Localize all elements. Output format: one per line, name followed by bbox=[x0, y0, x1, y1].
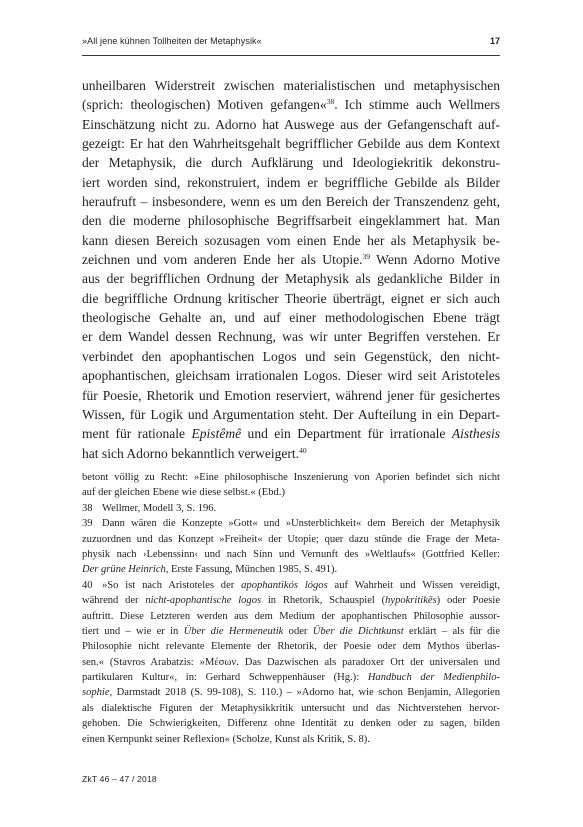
footnote-line: betont völlig zu Recht: »Eine philosophische Inszenierung von Aporien befindet sich nicht bbox=[82, 472, 500, 483]
body-line: die begriffliche Ordnung kritischer Theorie überträgt, eignet er sich auch bbox=[82, 290, 500, 306]
footnote-line: sen.« (Stavros Arabatzis: »Μέσων. Das Dazwischen als paradoxer Ort der universalen und bbox=[82, 656, 500, 668]
footnote-line: Der grüne Heinrich, Erste Fassung, München 1985, S. 491). bbox=[82, 564, 338, 576]
body-line: gezeigt: Er hat den Wahrheitsgehalt begrifflicher Gebilde aus dem Kontext bbox=[82, 136, 500, 152]
footnote-number: 39 bbox=[82, 518, 93, 530]
footnote-line: einen Kernpunkt seiner Reflexion« (Scholze, Kunst als Kritik, S. 8). bbox=[82, 733, 370, 745]
footnote-ref: 39 bbox=[362, 252, 371, 262]
footnote-line: zuzuordnen und das Konzept »Freiheit« der Utopie; quer dazu stünde die Frage der Meta- bbox=[82, 533, 500, 545]
page-number: 17 bbox=[489, 36, 500, 46]
header-rule bbox=[82, 55, 500, 56]
body-line: Wissen, für Logik und Argumentation steht. Der Aufteilung in ein Depart- bbox=[82, 406, 500, 422]
footnote-line: als dialektische Figuren der Metaphysikkritik untersucht und das Nichtverstehen hervor- bbox=[82, 702, 500, 714]
body-line: für Poesie, Rhetorik und Emotion reserviert, während jener für gesichertes bbox=[82, 387, 500, 403]
journal-footer: ZkT 46 – 47 / 2018 bbox=[82, 774, 157, 784]
body-line: zeichnen und vom anderen Ende her als Utopie.$^{39}$ Wenn Adorno Motive bbox=[82, 252, 500, 268]
body-line: unheilbaren Widerstreit zwischen materialistischen und metaphysischen bbox=[82, 78, 500, 93]
running-header bbox=[82, 36, 500, 52]
footnote-line: sophie, Darmstadt 2018 (S. 99-108), S. 110.) – »Adorno hat, wie schon Benjamin, Allegorien bbox=[82, 687, 500, 699]
body-line: hat sich Adorno bekanntlich verweigert.$^{40}$ bbox=[82, 445, 307, 461]
body-line: apophantischen, gleichsam irrationalen Logos. Dieser wird seit Aristoteles bbox=[82, 368, 500, 384]
footnote-line: gehoben. Die Schwierigkeiten, Differenz ohne Identität zu denken oder zu sagen, bilden bbox=[82, 718, 500, 730]
footnote-line: auf der gleichen Ebene wie diese selbst.« (Ebd.) bbox=[82, 487, 285, 499]
footnote-line: 40 »So ist nach Aristoteles der apophantikós lógos auf Wahrheit und Wissen vereidigt, bbox=[82, 578, 500, 593]
body-line: heraufruft – insbesondere, wenn es um den Bereich der Transzendenz geht, bbox=[82, 194, 500, 210]
footnote-number: 38 bbox=[82, 502, 93, 514]
footnote-ref: 38 bbox=[326, 97, 335, 107]
body-line: verbindet den apophantischen Logos und sein Gegenstück, den nicht- bbox=[82, 348, 500, 364]
body-line: den die moderne philosophische Begriffsarbeit eingeklammert hat. Man bbox=[82, 213, 500, 229]
body-line: der Metaphysik, die durch Aufklärung und Ideologiekritik dekonstru- bbox=[82, 155, 500, 171]
body-line: iert worden sind, rekonstruiert, indem er begriffliche Gebilde als Bilder bbox=[82, 174, 500, 190]
footnote-number: 40 bbox=[82, 579, 93, 591]
body-line: theologische Gehalte an, und auf einer methodologischen Ebene trägt bbox=[82, 310, 500, 326]
running-title: »All jene kühnen Tollheiten der Metaphysik« bbox=[82, 36, 262, 46]
footnote-line: tiert und – wie er in Über die Hermeneutik oder Über die Dichtkunst erklärt – als für die bbox=[82, 625, 501, 637]
footnote-line: physik nach ›Lebenssinn‹ und nach Sinn und Vernunft des »Weltlaufs« (Gottfried Keller: bbox=[82, 548, 500, 560]
body-line: (sprich: theologischen) Motiven gefangen«$^{38}$. Ich stimme auch Wellmers bbox=[82, 97, 500, 113]
body-line: kann diesen Bereich sozusagen vom einen Ende her als Metaphysik be- bbox=[82, 232, 500, 248]
footnote-line: partikularen Kultur«, in: Gerhard Schweppenhäuser (Hg.): Handbuch der Medienphilo- bbox=[82, 672, 500, 684]
footnote-line: auftritt. Diese Letzteren werden aus dem Medium der apophantischen Philosophie aussor- bbox=[82, 610, 500, 622]
footnotes bbox=[82, 470, 500, 747]
body-line: ment für rationale Epistêmê und ein Department für irrationale Aisthesis bbox=[82, 426, 501, 442]
body-line: er dem Wandel dessen Rechnung, was wir unter Begriffen verstehen. Er bbox=[82, 329, 500, 345]
main-text bbox=[82, 76, 500, 463]
body-line: Einschätzung nicht zu. Adorno hat Auswege aus der Gefangenschaft auf- bbox=[82, 116, 500, 132]
footnote-ref: 40 bbox=[299, 445, 307, 455]
body-line: aus der begrifflichen Ordnung der Metaphysik als gedankliche Bilder in bbox=[82, 271, 500, 287]
footnote-line: Philosophie nicht relevante Elemente der Rhetorik, der Poesie oder dem Mythos überlas- bbox=[82, 641, 500, 653]
footnote-line: während der nicht-apophantische logos in Rhetorik, Schauspiel (hypokritikēs) oder Poesie bbox=[82, 595, 501, 607]
footnote-line: 39 Dann wären die Konzepte »Gott« und »Unsterblichkeit« dem Bereich der Metaphysik bbox=[82, 516, 500, 531]
footnote-line: 38 Wellmer, Modell 3, S. 196. bbox=[82, 501, 500, 516]
